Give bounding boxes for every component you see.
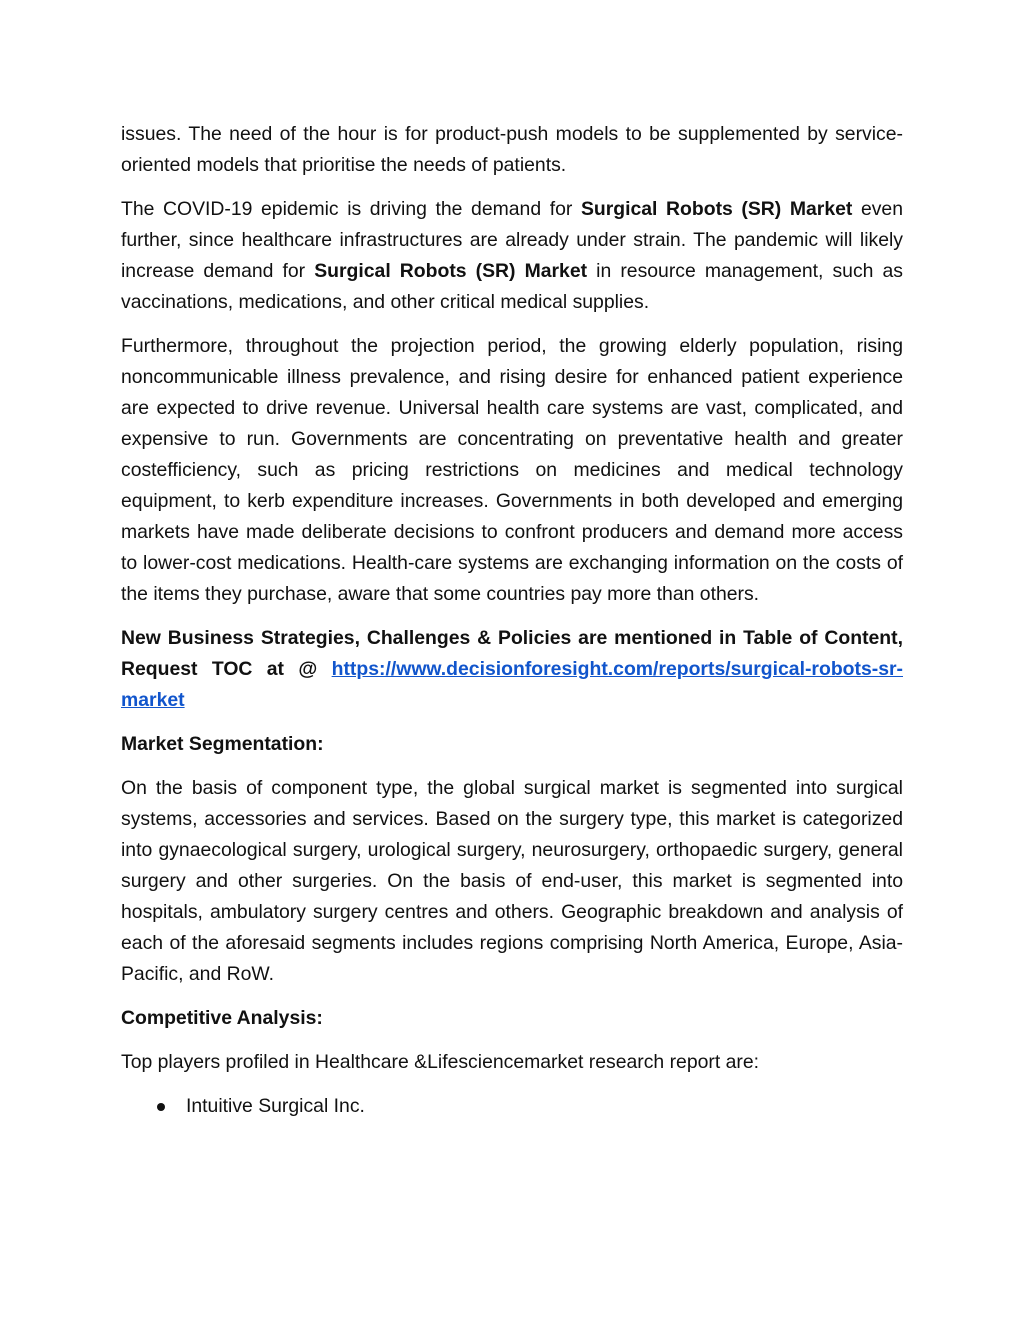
- text-span: The COVID-19 epidemic is driving the demand for: [121, 198, 581, 220]
- text-span: even further, since healthcare infrastructures are already under strain. The pandemic will likely increase demand for: [121, 198, 903, 282]
- market-name-bold: Surgical Robots (SR) Market: [580, 198, 853, 220]
- bullet-icon: [157, 1103, 165, 1111]
- list-item: [121, 1091, 903, 1122]
- paragraph-segmentation: On the basis of component type, the global surgical market is segmented into surgical systems, accessories and services. Based on the surgery type, this market is categorized into gynaecological surgery, urological surgery, neurosurgery, orthopaedic surgery, general surgery and other surgeries. On the basis of end-user, this market is segmented into hospitals, ambulatory surgery centres and others. Geographic breakdown and analysis of each of the aforesaid segments includes regions comprising North America, Europe, Asia-Pacific, and RoW.: [121, 777, 903, 985]
- paragraph-top-players: Top players profiled in Healthcare &Lifesciencemarket research report are:: [121, 1051, 760, 1073]
- paragraph-continuation: issues. The need of the hour is for product-push models to be supplemented by service-oriented models that prioritise the needs of patients.: [121, 123, 903, 176]
- player-name: Intuitive Surgical Inc.: [186, 1095, 365, 1117]
- paragraph-toc-request: [121, 623, 903, 716]
- text-span: in resource management, such as vaccinations, medications, and other critical medical supplies.: [121, 260, 903, 313]
- report-link[interactable]: https://www.decisionforesight.com/reports/surgical-robots-sr-market: [121, 658, 903, 711]
- market-name-bold: Surgical Robots (SR) Market: [314, 260, 588, 282]
- paragraph-growth-drivers: Furthermore, throughout the projection period, the growing elderly population, rising noncommunicable illness prevalence, and rising desire for enhanced patient experience are expected to drive revenue. Universal health care systems are vast, complicated, and expensive to run. Governments are concentrating on preventative health and greater costefficiency, such as pricing restrictions on medicines and medical technology equipment, to kerb expenditure increases. Governments in both developed and emerging markets have made deliberate decisions to confront producers and demand more access to lower-cost medications. Health-care systems are exchanging information on the costs of the items they purchase, aware that some countries pay more than others.: [121, 335, 903, 605]
- document-page: [121, 119, 903, 1122]
- heading-market-segmentation: Market Segmentation:: [121, 733, 324, 755]
- toc-request-text: New Business Strategies, Challenges & Policies are mentioned in Table of Content, Request TOC at @: [121, 627, 903, 680]
- players-list: [121, 1091, 903, 1122]
- paragraph-covid-demand: [121, 194, 903, 318]
- heading-competitive-analysis: Competitive Analysis:: [121, 1007, 323, 1029]
